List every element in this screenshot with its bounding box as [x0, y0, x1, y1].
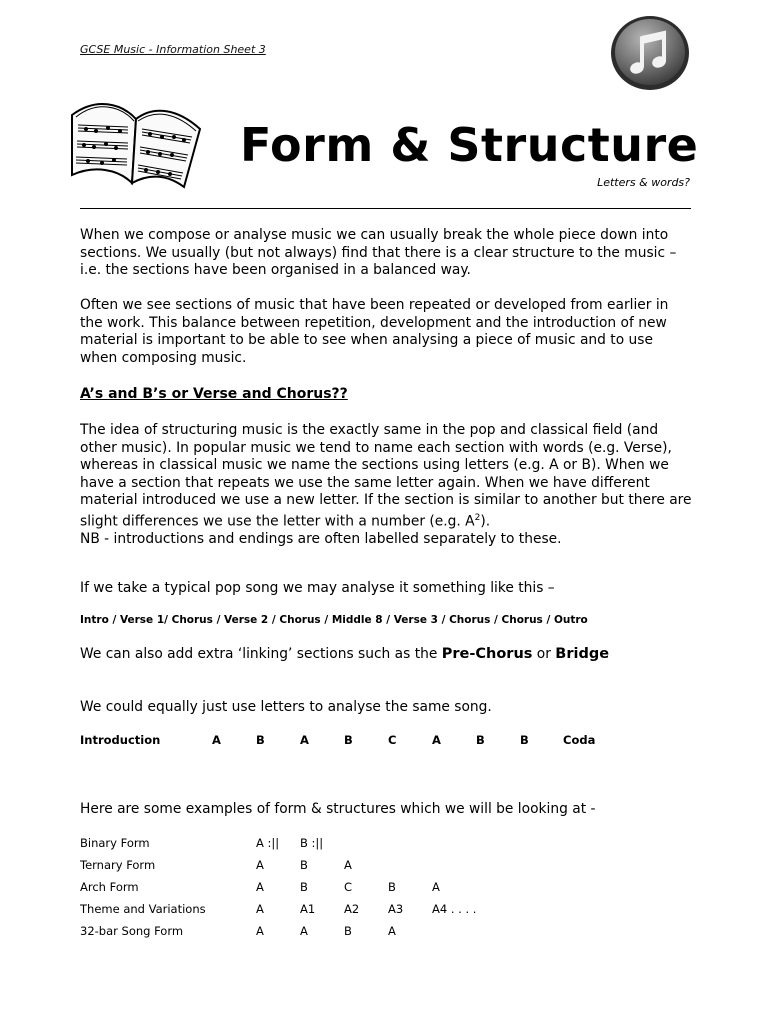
form-pattern-cell: A: [300, 924, 308, 938]
form-pattern-cell: A: [344, 858, 352, 872]
superscript-number: 2: [474, 512, 481, 523]
form-pattern-cell: A2: [344, 902, 360, 916]
form-pattern-cell: A3: [388, 902, 404, 916]
nb-note: NB - introductions and endings are often labelled separately to these.: [80, 530, 562, 547]
letters-sequence: [80, 733, 700, 751]
letter-label: B: [520, 733, 529, 747]
form-pattern-cell: A: [432, 880, 440, 894]
form-pattern-cell: A: [256, 880, 264, 894]
form-row-binary: [80, 836, 700, 858]
letter-label: C: [388, 733, 397, 747]
letter-label: Introduction: [80, 733, 161, 747]
form-row-theme-variations: [80, 902, 700, 924]
letter-label: Coda: [563, 733, 596, 747]
pop-song-sequence: Intro / Verse 1/ Chorus / Verse 2 / Chorus / Middle 8 / Verse 3 / Chorus / Chorus / Outro: [80, 614, 588, 626]
pre-chorus-term: Pre-Chorus: [441, 646, 533, 662]
music-note-icon: [609, 14, 691, 92]
form-name: Binary Form: [80, 836, 150, 850]
music-score-book-icon: [66, 95, 206, 190]
forms-table: [80, 836, 700, 946]
structuring-text: The idea of structuring music is the exactly same in the pop and classical field (and other music). In popular music we tend to name each section with words (e.g. Verse), whereas in classical music we name the sections using letters (e.g. A or B). When we have a section that repeats we use the same letter again. When we have different material introduced we use a new letter. If the section is similar to another but there are slight differences we use the letter with a number (e.g. A: [80, 422, 692, 530]
linking-prefix: We can also add extra ‘linking’ sections such as the: [80, 646, 442, 662]
form-name: Arch Form: [80, 880, 139, 894]
form-pattern-cell: A1: [300, 902, 316, 916]
structuring-text-end: ).: [480, 513, 491, 530]
forms-intro: Here are some examples of form & structures which we will be looking at -: [80, 801, 596, 817]
section-heading: A’s and B’s or Verse and Chorus??: [80, 386, 348, 402]
header-divider: [80, 208, 691, 209]
form-row-ternary: [80, 858, 700, 880]
form-pattern-cell: A: [388, 924, 396, 938]
letter-label: B: [256, 733, 265, 747]
linking-sections-line: [80, 646, 609, 662]
page-title: Form & Structure: [240, 118, 699, 172]
letter-label: A: [300, 733, 309, 747]
intro-paragraph-2: Often we see sections of music that have been repeated or developed from earlier in the work. This balance between repetition, development and the introduction of new material is important to be able to see when analysing a piece of music and to use when composing music.: [80, 297, 669, 366]
letter-label: B: [476, 733, 485, 747]
form-pattern-cell: A4 . . . .: [432, 902, 477, 916]
letter-label: B: [344, 733, 353, 747]
form-pattern-cell: B: [388, 880, 396, 894]
structuring-paragraph: [80, 422, 692, 548]
form-name: Theme and Variations: [80, 902, 206, 916]
letter-label: A: [432, 733, 441, 747]
page-subtitle: Letters & words?: [597, 176, 690, 189]
letters-analysis-intro: We could equally just use letters to analyse the same song.: [80, 699, 492, 715]
form-name: Ternary Form: [80, 858, 156, 872]
form-pattern-cell: B: [300, 858, 308, 872]
form-name: 32-bar Song Form: [80, 924, 184, 938]
document-header-title: GCSE Music - Information Sheet 3: [80, 43, 266, 56]
form-pattern-cell: A: [256, 924, 264, 938]
form-pattern-cell: A :||: [256, 836, 280, 850]
form-row-32-bar: [80, 924, 700, 946]
letter-label: A: [212, 733, 221, 747]
pop-song-intro: If we take a typical pop song we may analyse it something like this –: [80, 580, 555, 596]
intro-paragraph-1: When we compose or analyse music we can usually break the whole piece down into sections. We usually (but not always) find that there is a clear structure to the music – i.e. the sections have been organised in a balanced way.: [80, 227, 677, 278]
form-pattern-cell: A: [256, 902, 264, 916]
form-pattern-cell: B :||: [300, 836, 324, 850]
form-pattern-cell: B: [344, 924, 352, 938]
form-pattern-cell: A: [256, 858, 264, 872]
form-row-arch: [80, 880, 700, 902]
bridge-term: Bridge: [555, 646, 610, 662]
form-pattern-cell: C: [344, 880, 353, 894]
form-pattern-cell: B: [300, 880, 308, 894]
linking-or: or: [532, 646, 556, 662]
